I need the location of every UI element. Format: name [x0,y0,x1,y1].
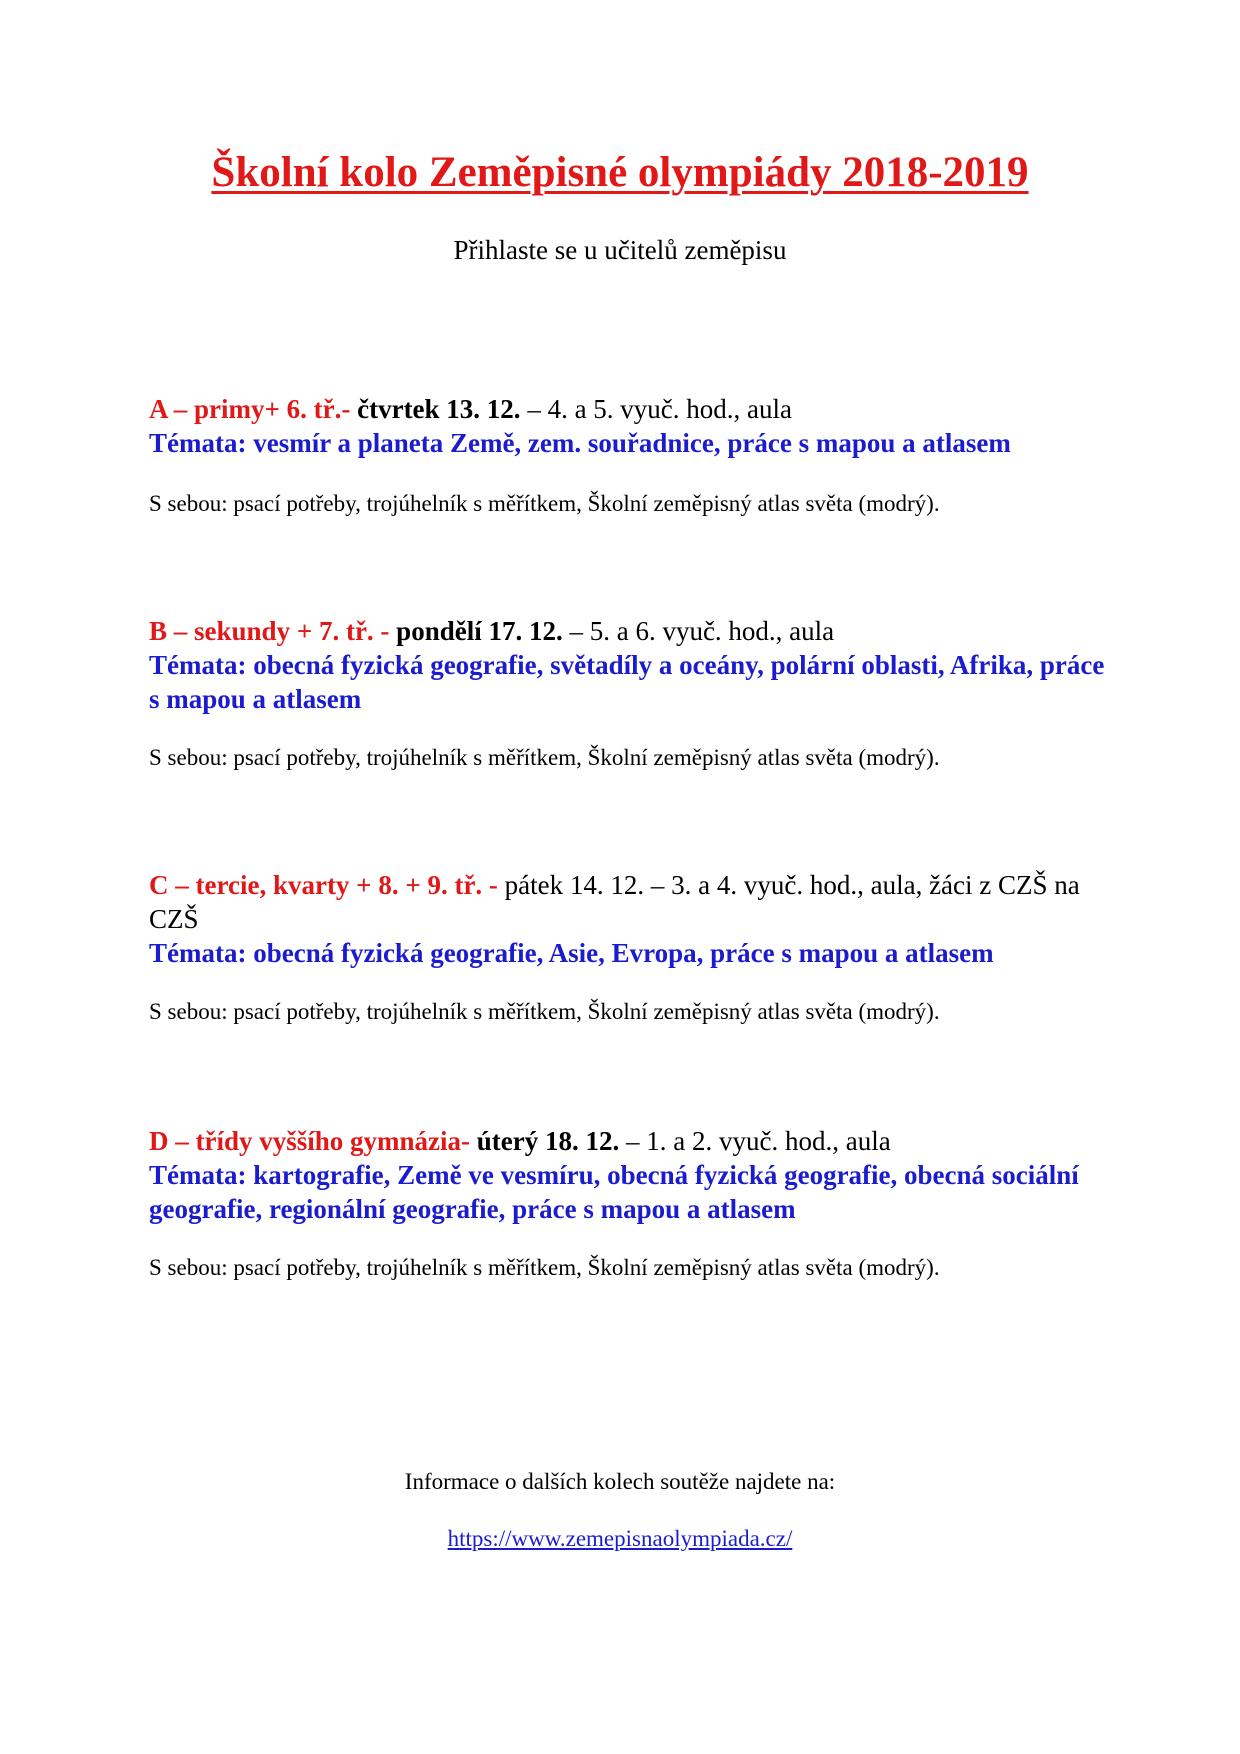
bring-list: S sebou: psací potřeby, trojúhelník s měřítkem, Školní zeměpisný atlas světa (modrý). [149,1255,940,1280]
exam-time: pátek 14. 12. – 3. a 4. vyuč. hod., aula, žáci z CZŠ na CZŠ [149,870,1080,934]
section-a [149,392,1109,516]
exam-time: – 4. a 5. vyuč. hod., aula [520,394,792,424]
section-d [149,1124,1109,1280]
section-heading [149,868,1109,936]
exam-date: úterý 18. 12. [470,1126,620,1156]
topics: Témata: obecná fyzická geografie, světadíly a oceány, polární oblasti, Afrika, práce s mapou a atlasem [149,650,1105,714]
exam-date: čtvrtek 13. 12. [350,394,521,424]
group-label: D – třídy vyššího gymnázia- [149,1126,471,1156]
website-link[interactable]: https://www.zemepisnaolympiada.cz/ [447,1526,793,1551]
subtitle: Přihlaste se u učitelů zeměpisu [453,235,787,265]
exam-date: pondělí 17. 12. [389,616,563,646]
section-heading [149,392,1109,426]
topics: Témata: kartografie, Země ve vesmíru, obecná fyzická geografie, obecná sociální geografie, regionální geografie, práce s mapou a atlasem [149,1160,1079,1224]
topics: Témata: vesmír a planeta Země, zem. souřadnice, práce s mapou a atlasem [149,428,1011,458]
info-text: Informace o dalších kolech soutěže najdete na: [404,1469,836,1494]
bring-list: S sebou: psací potřeby, trojúhelník s měřítkem, Školní zeměpisný atlas světa (modrý). [149,999,940,1024]
exam-time: – 1. a 2. vyuč. hod., aula [619,1126,891,1156]
section-b [149,614,1109,770]
section-heading [149,1124,1109,1158]
exam-time: – 5. a 6. vyuč. hod., aula [562,616,835,646]
website-link-row [0,1526,1240,1552]
section-heading [149,614,1109,648]
bring-list: S sebou: psací potřeby, trojúhelník s měřítkem, Školní zeměpisný atlas světa (modrý). [149,491,940,516]
group-label: C – tercie, kvarty + 8. + 9. tř. - [149,870,498,900]
section-c [149,868,1109,1024]
bring-list: S sebou: psací potřeby, trojúhelník s měřítkem, Školní zeměpisný atlas světa (modrý). [149,745,940,770]
group-label: B – sekundy + 7. tř. - [149,616,390,646]
group-label: A – primy+ 6. tř.- [149,394,351,424]
page-title: Školní kolo Zeměpisné olympiády 2018-2019 [211,149,1029,196]
topics: Témata: obecná fyzická geografie, Asie, Evropa, práce s mapou a atlasem [149,938,994,968]
